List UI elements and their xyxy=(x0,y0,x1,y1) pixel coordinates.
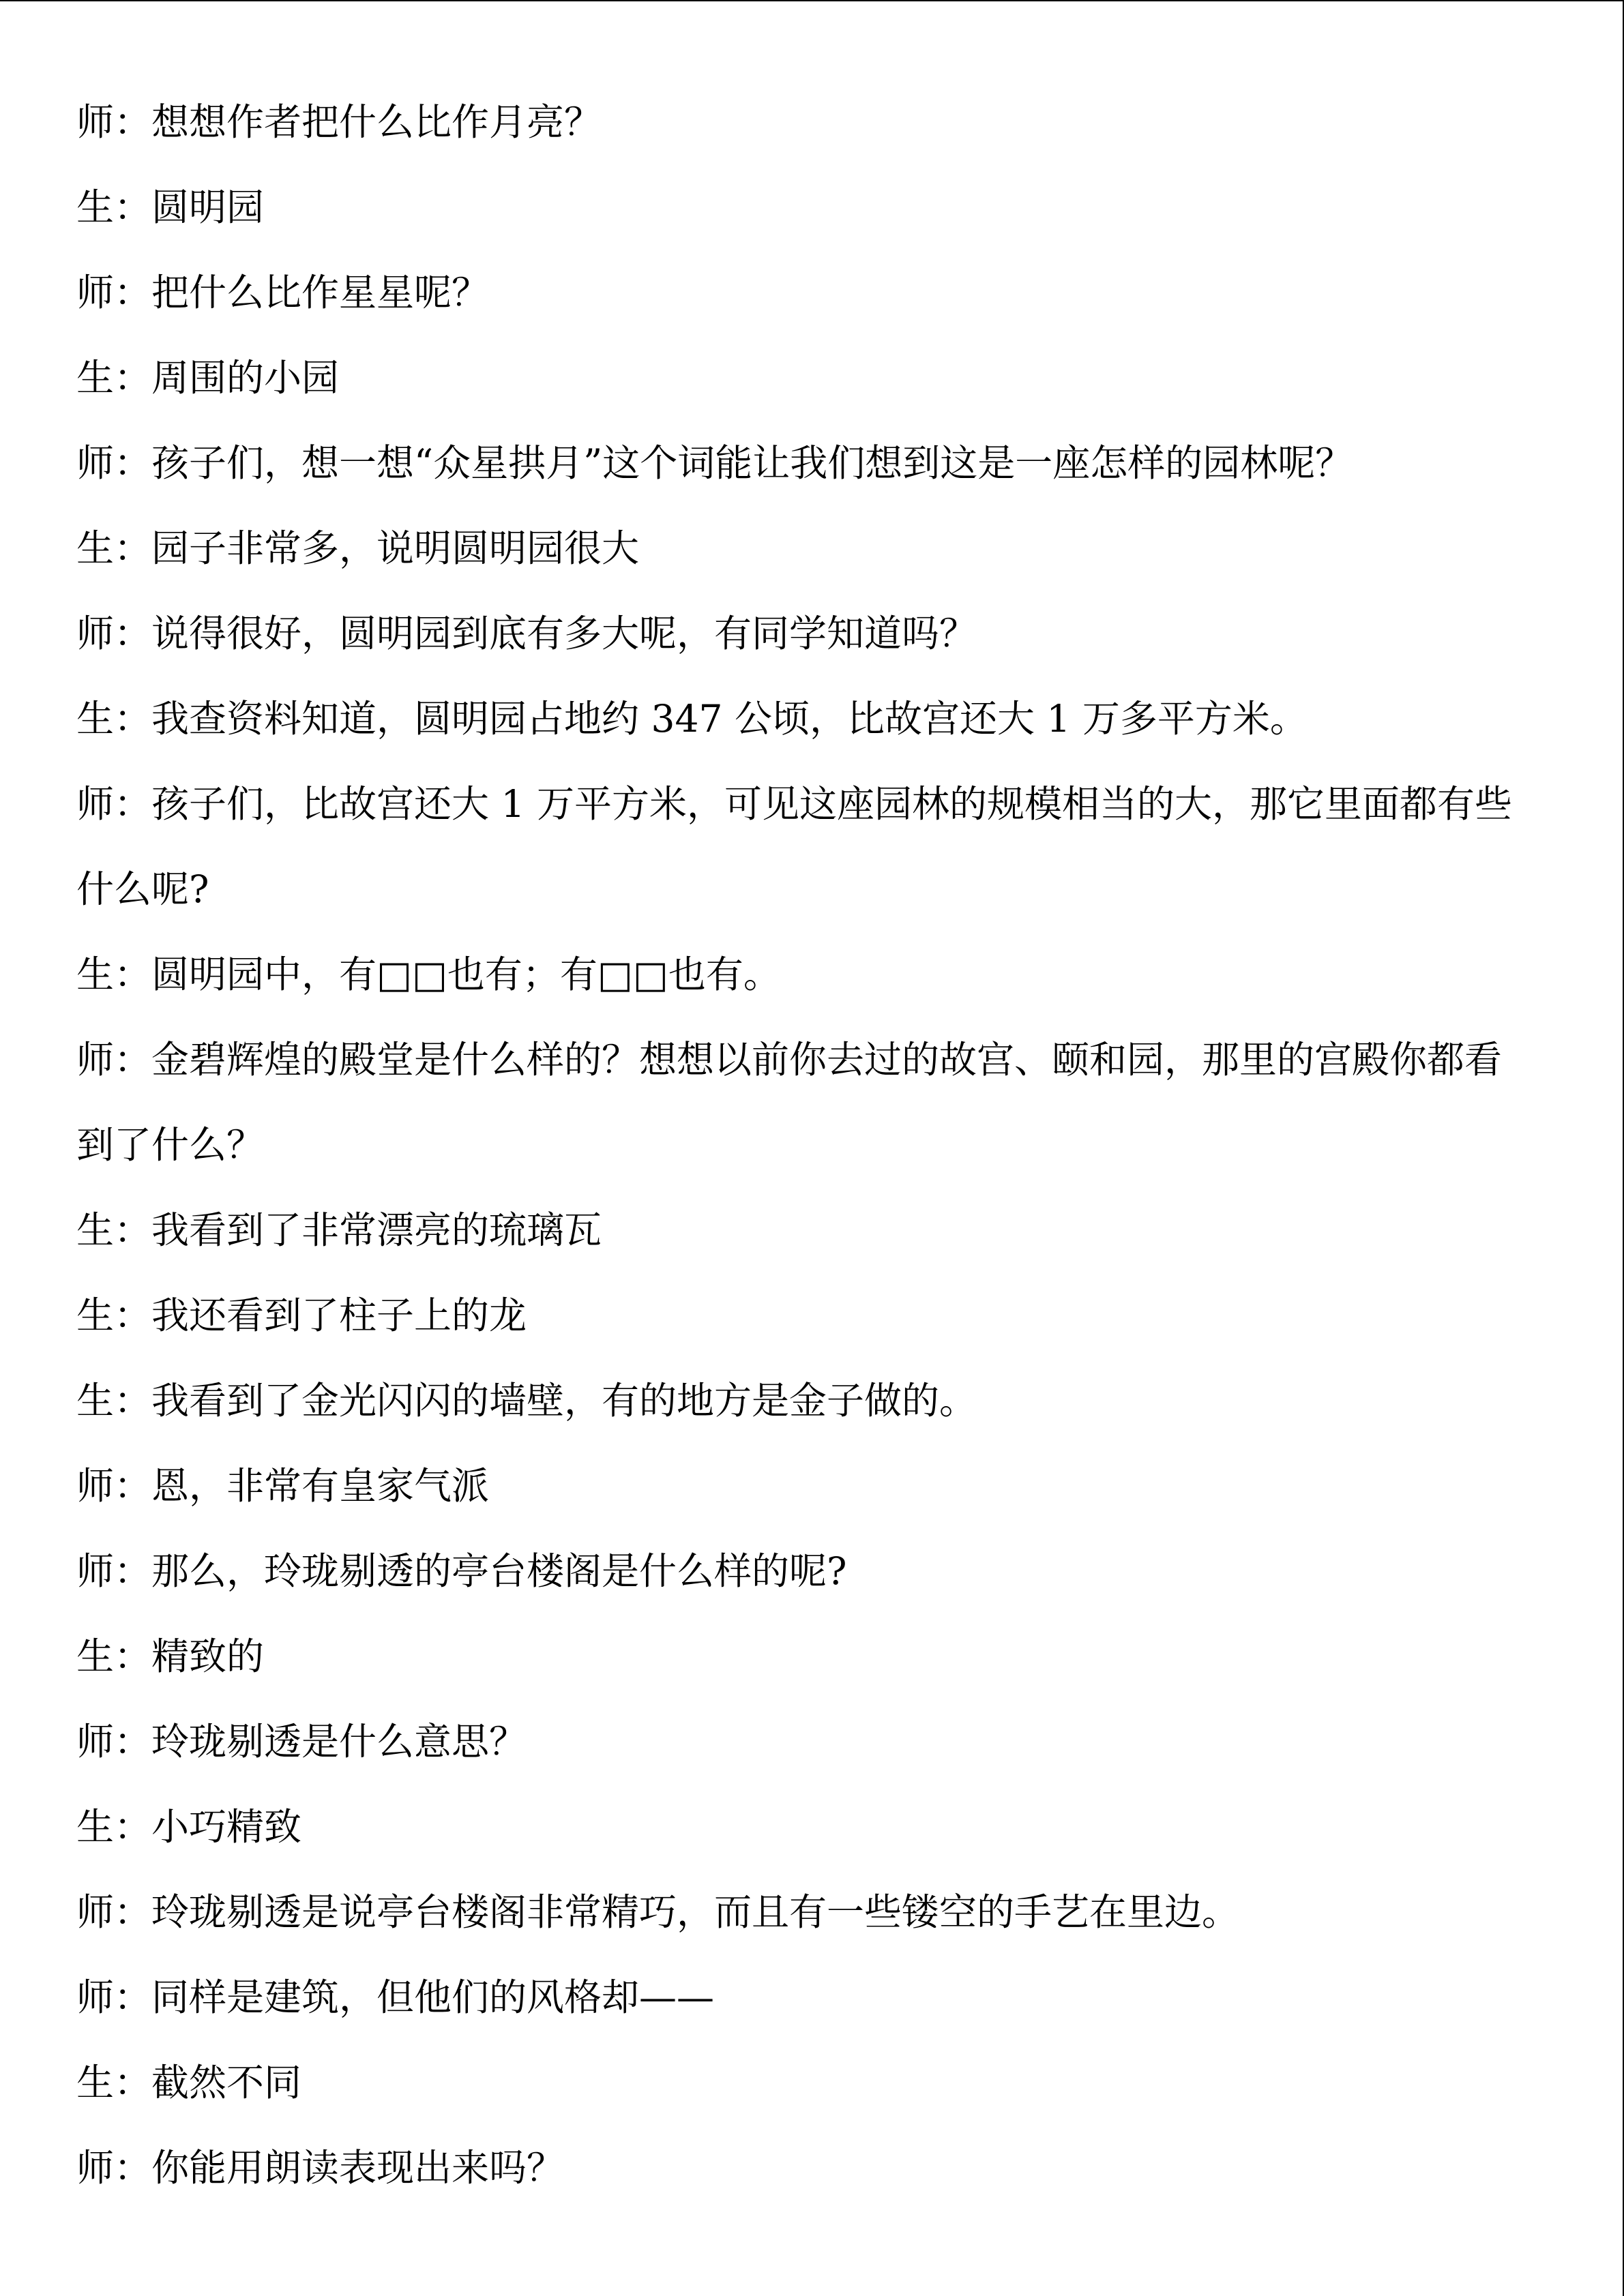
text-line: 生：我查资料知道，圆明园占地约 347 公顷，比故宫还大 1 万多平方米。 xyxy=(76,697,1308,741)
text-line: 生：小巧精致 xyxy=(76,1805,302,1849)
text-line: 生：园子非常多，说明圆明园很大 xyxy=(76,526,640,570)
text-line: 师：把什么比作星星呢？ xyxy=(76,271,490,314)
text-line: 生：精致的 xyxy=(76,1635,265,1678)
text-line: 师：孩子们，想一想“众星拱月”这个词能让我们想到这是一座怎样的园林呢？ xyxy=(76,441,1353,485)
text-line: 师：同样是建筑，但他们的风格却—— xyxy=(76,1976,715,2019)
text-line: 师：玲珑剔透是说亭台楼阁非常精巧，而且有一些镂空的手艺在里边。 xyxy=(76,1890,1240,1934)
text-line: 师：说得很好，圆明园到底有多大呢，有同学知道吗？ xyxy=(76,612,977,655)
text-line: 师：那么，玲珑剔透的亭台楼阁是什么样的呢? xyxy=(76,1549,847,1593)
text-line: 到了什么？ xyxy=(76,1123,265,1167)
text-line: 生：圆明园中，有□□也有；有□□也有。 xyxy=(76,953,781,996)
text-line: 生：周围的小园 xyxy=(76,356,340,400)
dialogue-text xyxy=(76,98,1543,2229)
text-line: 生：圆明园 xyxy=(76,185,265,229)
text-line: 生：我看到了金光闪闪的墙壁，有的地方是金子做的。 xyxy=(76,1379,977,1422)
text-line: 师：想想作者把什么比作月亮？ xyxy=(76,100,602,144)
text-line: 生：我看到了非常漂亮的琉璃瓦 xyxy=(76,1208,602,1252)
text-line: 师：恩，非常有皇家气派 xyxy=(76,1464,490,1508)
text-line: 师：金碧辉煌的殿堂是什么样的？想想以前你去过的故宫、颐和园，那里的宫殿你都看 xyxy=(76,1038,1503,1082)
text-line: 师：你能用朗读表现出来吗？ xyxy=(76,2146,565,2190)
text-line: 师：孩子们，比故宫还大 1 万平方米，可见这座园林的规模相当的大，那它里面都有些 xyxy=(76,782,1512,826)
text-line: 生：我还看到了柱子上的龙 xyxy=(76,1294,527,1337)
text-line: 生：截然不同 xyxy=(76,2061,302,2104)
text-line: 什么呢? xyxy=(76,867,209,911)
text-line: 师：玲珑剔透是什么意思？ xyxy=(76,1720,527,1763)
